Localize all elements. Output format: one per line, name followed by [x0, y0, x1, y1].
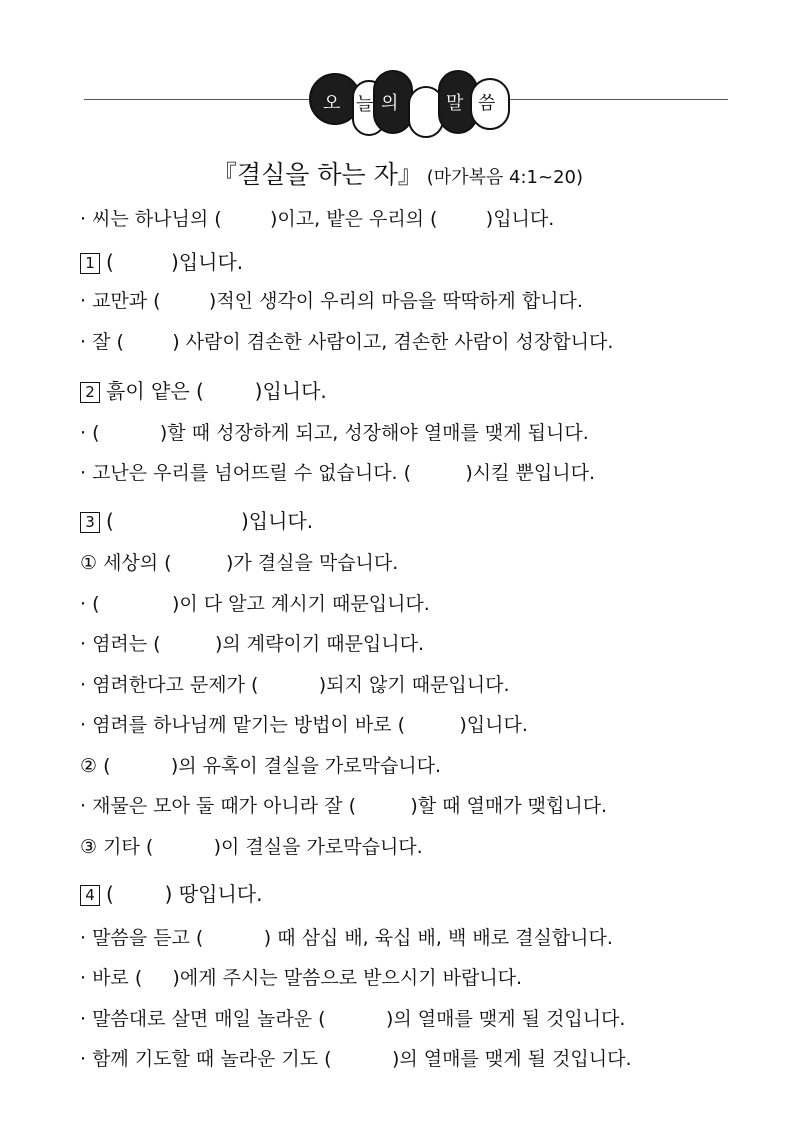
list-item: · 재물은 모아 둘 때가 아니라 잘 ( )할 때 열매가 맺힙니다.	[80, 795, 608, 817]
header-rule-left	[84, 99, 316, 100]
list-item: · 염려를 하나님께 맡기는 방법이 바로 ( )입니다.	[80, 714, 528, 736]
header-char-1: 오	[323, 93, 341, 114]
section-number-box: 3	[80, 512, 100, 533]
list-item: · ( )할 때 성장하게 되고, 성장해야 열매를 맺게 됩니다.	[80, 422, 589, 444]
section-number-box: 2	[80, 382, 100, 403]
section-number-box: 4	[80, 885, 100, 906]
list-item: · 염려는 ( )의 계략이기 때문입니다.	[80, 633, 425, 655]
section-heading-1: 1 ( )입니다.	[80, 252, 243, 274]
sermon-title: 『결실을 하는 자』	[211, 160, 423, 189]
section-heading-2: 2 흙이 얕은 ( )입니다.	[80, 381, 327, 403]
list-item: ① 세상의 ( )가 결실을 막습니다.	[80, 552, 399, 574]
list-item: · 잘 ( ) 사람이 겸손한 사람이고, 겸손한 사람이 성장합니다.	[80, 331, 614, 353]
header-char-4: 말	[446, 93, 464, 114]
title-row	[0, 155, 795, 191]
header-rule-right	[500, 99, 728, 100]
section-number-box: 1	[80, 253, 100, 274]
list-item: · 염려한다고 문제가 ( )되지 않기 때문입니다.	[80, 674, 510, 696]
list-item: · 씨는 하나님의 ( )이고, 밭은 우리의 ( )입니다.	[80, 208, 555, 230]
list-item: · 함께 기도할 때 놀라운 기도 ( )의 열매를 맺게 될 것입니다.	[80, 1048, 632, 1070]
list-item: · 바로 ( )에게 주시는 말씀으로 받으시기 바랍니다.	[80, 967, 523, 989]
list-item: · ( )이 다 알고 계시기 때문입니다.	[80, 593, 430, 615]
list-item: · 교만과 ( )적인 생각이 우리의 마음을 딱딱하게 합니다.	[80, 290, 583, 312]
section-heading-3: 3 ( )입니다.	[80, 511, 313, 533]
scripture-reference: (마가복음 4:1~20)	[426, 167, 584, 188]
list-item: ③ 기타 ( )이 결실을 가로막습니다.	[80, 836, 423, 858]
header-char-2: 늘	[356, 94, 374, 115]
header-char-3: 의	[381, 93, 399, 114]
header-char-5: 씀	[478, 93, 496, 114]
list-item: · 말씀을 듣고 ( ) 때 삼십 배, 육십 배, 백 배로 결실합니다.	[80, 927, 613, 949]
list-item: · 말씀대로 살면 매일 놀라운 ( )의 열매를 맺게 될 것입니다.	[80, 1008, 626, 1030]
list-item: ② ( )의 유혹이 결실을 가로막습니다.	[80, 755, 442, 777]
list-item: · 고난은 우리를 넘어뜨릴 수 없습니다. ( )시킬 뿐입니다.	[80, 462, 596, 484]
section-heading-4: 4 ( ) 땅입니다.	[80, 884, 262, 906]
